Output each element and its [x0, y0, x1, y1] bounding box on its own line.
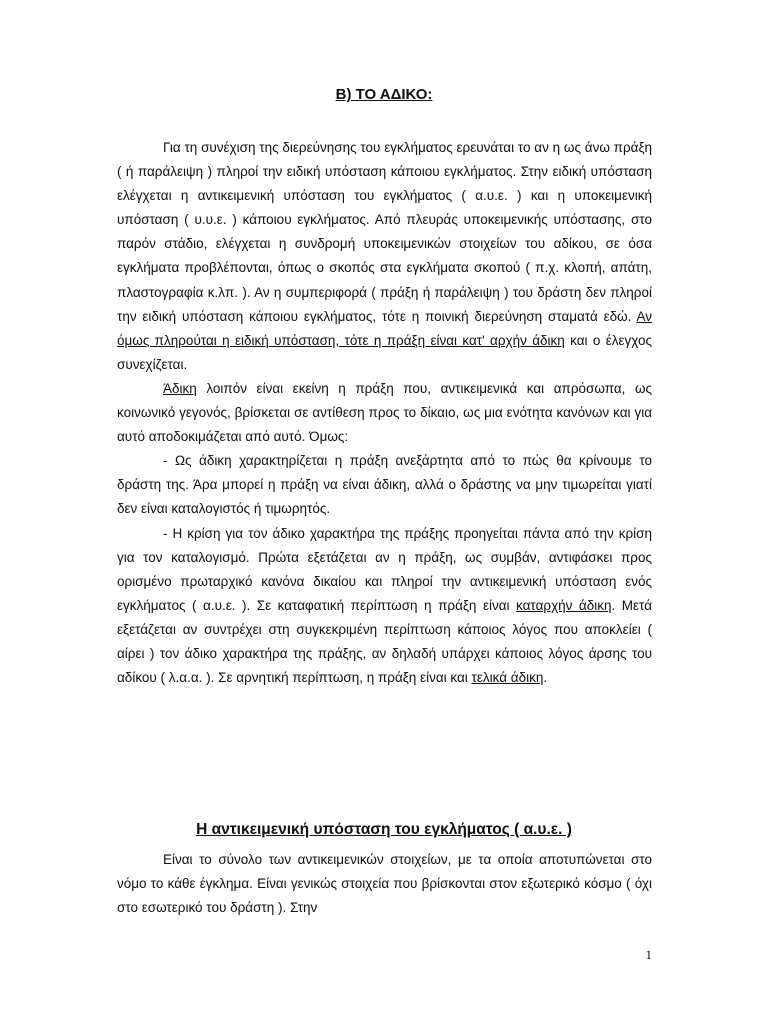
section-title: Β) ΤΟ ΑΔΙΚΟ:: [335, 86, 433, 103]
paragraph-text: - Ως άδικη χαρακτηρίζεται η πράξη ανεξάρτητα από το πώς θα κρίνουμε το δράστη της. Άρα μπορεί η πράξη να είναι άδικη, αλλά ο δράστης να μην τιμωρείται γιατί δεν είναι καταλογιστός ή τιμωρητός.: [117, 453, 652, 517]
paragraph: [117, 377, 652, 449]
paragraph-text: . Μετά εξετάζεται αν συντρέχει στη συγκεκριμένη περίπτωση κάποιος λόγος που αποκλείει ( αίρει ) τον άδικο χαρακτήρα της πράξης, αν δηλαδή υπάρχει κάποιος λόγος άρσης του αδίκου ( λ.α.α. ). Σε αρνητική περίπτωση, η πράξη είναι και: [117, 597, 652, 686]
paragraph-text: - Η κρίση για τον άδικο χαρακτήρα της πράξης προηγείται πάντα από την κρίση για τον καταλογισμό. Πρώτα εξετάζεται αν η πράξη, ως συμβάν, αντιφάσκει προς ορισμένο πρωταρχικό κανόνα δικαίου και πληροί την αντικειμενική υπόσταση ενός εγκλήματος ( α.υ.ε. ). Σε καταφατική περίπτωση η πράξη είναι: [117, 525, 652, 613]
paragraph-text: και ο έλεγχος συνεχίζεται.: [117, 332, 652, 372]
paragraph: [117, 848, 652, 920]
bullet-paragraph: [117, 449, 652, 521]
paragraph: [117, 136, 652, 377]
underlined-term: καταρχήν άδικη: [516, 597, 612, 613]
page-number: 1: [645, 947, 652, 962]
paragraph-text: Για τη συνέχιση της διερεύνησης του εγκλήματος ερευνάται το αν η ως άνω πράξη ( ή παράλειψη ) πληροί την ειδική υπόσταση κάποιου εγκλήματος. Στην ειδική υπόσταση ελέγχεται η αντικειμενική υπόσταση του εγκλήματος ( α.υ.ε. ) και η υποκειμενική υπόσταση ( υ.υ.ε. ) κάποιου εγκλήματος. Από πλευράς υποκειμενικής υπόστασης, στο παρόν στάδιο, ελέγχεται η συνδρομή υποκειμενικών στοιχείων του αδίκου, σε όσα εγκλήματα προβλέπονται, όπως ο σκοπός στα εγκλήματα σκοπού ( π.χ. κλοπή, απάτη, πλαστογραφία κ.λπ. ). Αν η συμπεριφορά ( πράξη ή παράλειψη ) του δράστη δεν πληροί την ειδική υπόσταση κάποιου εγκλήματος, τότε η ποινική διερεύνηση σταματά εδώ.: [117, 140, 652, 324]
underlined-term: τελικά άδικη: [471, 670, 544, 686]
underlined-text: Αν όμως πληρούται η ειδική υπόσταση, τότε η πράξη είναι κατ' αρχήν άδικη: [117, 308, 652, 348]
body-text: [117, 136, 652, 690]
paragraph-text: .: [543, 670, 548, 686]
bullet-paragraph: [117, 522, 652, 691]
paragraph-text: λοιπόν είναι εκείνη η πράξη που, αντικειμενικά και απρόσωπα, ως κοινωνικό γεγονός, βρίσκεται σε αντίθεση προς το δίκαιο, ως μια ενότητα κανόνων και για αυτό αποδοκιμάζεται από αυτό. Όμως:: [117, 380, 652, 445]
underlined-term: Άδικη: [163, 380, 197, 396]
section-heading: Η αντικειμενική υπόσταση του εγκλήματος ( α.υ.ε. ): [196, 821, 572, 838]
paragraph-text: Είναι το σύνολο των αντικειμενικών στοιχείων, με τα οποία αποτυπώνεται στο νόμο το κάθε έγκλημα. Είναι γενικώς στοιχεία που βρίσκονται στον εξωτερικό κόσμο ( όχι στο εσωτερικό του δράστη ). Στην: [117, 852, 652, 916]
body-text: [117, 848, 652, 920]
